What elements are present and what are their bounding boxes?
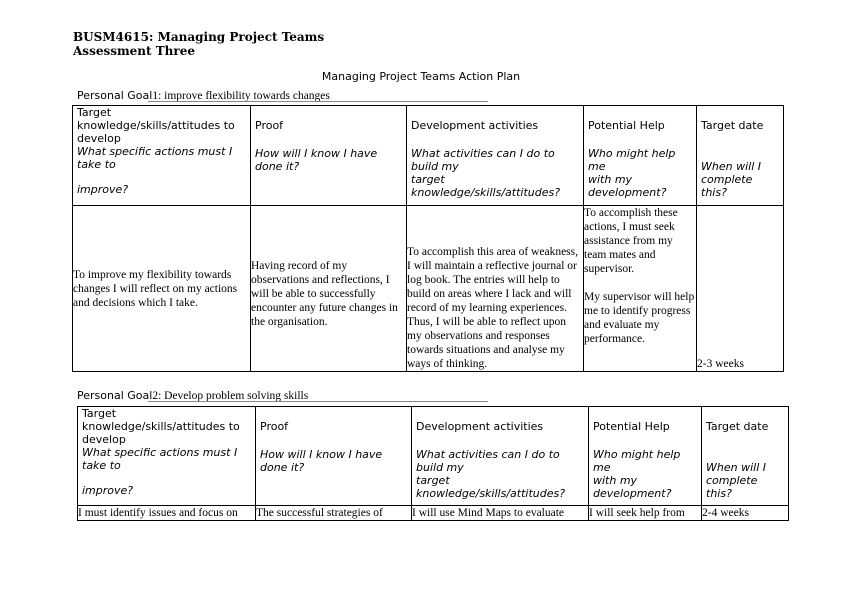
cell-date: 2-3 weeks	[697, 206, 784, 372]
table-row	[78, 506, 789, 521]
cell-help	[584, 206, 697, 372]
cell-help-b: My supervisor will help me to identify progress and evaluate my performance.	[584, 291, 695, 345]
goal-1-underline	[148, 101, 488, 102]
header-row	[78, 407, 789, 506]
cell-target: To improve my flexibility towards changes I will reflect on my actions and decisions which I take.	[73, 206, 251, 372]
header-proof: Proof How will I know I have done it?	[251, 106, 407, 206]
cell-proof: The successful strategies of	[256, 506, 412, 521]
goal-2-table	[77, 406, 789, 521]
goal-2-title: 2: Develop problem solving skills	[152, 390, 309, 402]
goal-2-label: Personal Goal	[77, 389, 153, 402]
plan-title: Managing Project Teams Action Plan	[321, 70, 521, 83]
cell-target: I must identify issues and focus on	[78, 506, 256, 521]
header-activities: Development activities What activities can I do to build my target knowledge/skills/attitudes?	[407, 106, 584, 206]
header-target: Target knowledge/skills/attitudes to develop What specific actions must I take to improve?	[73, 106, 251, 206]
goal-1-label: Personal Goal	[77, 89, 153, 102]
header-help: Potential Help Who might help me with my development?	[584, 106, 697, 206]
cell-activities: I will use Mind Maps to evaluate	[412, 506, 589, 521]
header-activities: Development activities What activities can I do to build my target knowledge/skills/attitudes?	[412, 407, 589, 506]
cell-help-a: To accomplish these actions, I must seek assistance from my team mates and supervisor.	[584, 207, 678, 275]
table-row	[73, 206, 784, 372]
assessment-title: Assessment Three	[73, 44, 195, 58]
goal-1-title: 1: improve flexibility towards changes	[152, 90, 330, 102]
header-row	[73, 106, 784, 206]
course-title: BUSM4615: Managing Project Teams	[73, 30, 325, 44]
course-heading	[73, 30, 324, 58]
header-help: Potential Help Who might help me with my development?	[589, 407, 702, 506]
cell-date: 2-4 weeks	[702, 506, 789, 521]
cell-proof: Having record of my observations and reflections, I will be able to successfully encounter any future changes in the organisation.	[251, 206, 407, 372]
header-proof: Proof How will I know I have done it?	[256, 407, 412, 506]
cell-help: I will seek help from	[589, 506, 702, 521]
goal-1-table	[72, 105, 784, 372]
goal-2-underline	[148, 401, 488, 402]
header-date: Target date When will I complete this?	[702, 407, 789, 506]
header-date: Target date When will I complete this?	[697, 106, 784, 206]
cell-activities: To accomplish this area of weakness, I will maintain a reflective journal or log book. The entries will help to build on areas where I lack and will record of my learning experiences. Thus, I will be able to reflect upon my observations and responses towards situations and analyse my ways of thinking.	[407, 206, 584, 372]
header-target: Target knowledge/skills/attitudes to develop What specific actions must I take to improve?	[78, 407, 256, 506]
